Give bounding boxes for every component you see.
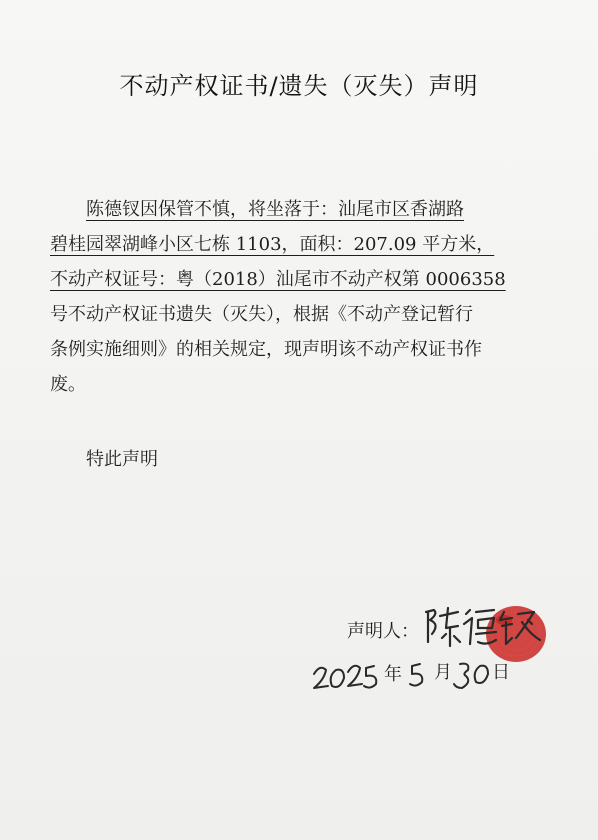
statement-line-4: 号不动产权证书遗失（灭失），根据《不动产登记暂行 — [50, 304, 473, 325]
statement-line-5: 条例实施细则》的相关规定，现声明该不动产权证书作 — [50, 339, 482, 360]
declarant-label: 声明人： — [347, 621, 419, 642]
statement-line-6: 废。 — [50, 374, 86, 395]
handwritten-date-digits — [312, 652, 512, 700]
statement-line-2 — [50, 227, 555, 262]
statement-line-3 — [50, 262, 555, 297]
date-month-unit: 月 — [434, 662, 452, 683]
statement-body — [50, 192, 555, 402]
statement-line-2-text: 碧桂园翠湖峰小区七栋 1103，面积：207.09 平方米， — [50, 234, 495, 255]
closing-text: 特此声明 — [86, 449, 158, 470]
statement-line-3-text: 不动产权证号：粤（2018）汕尾市不动产权第 0006358 — [50, 269, 506, 290]
handwritten-date — [312, 652, 512, 700]
document-title: 不动产权证书/遗失（灭失）声明 — [119, 72, 479, 100]
date-day-unit: 日 — [492, 662, 510, 683]
statement-line-1 — [50, 192, 555, 227]
date-year-unit: 年 — [384, 664, 402, 685]
statement-line-1-text: 陈德钗因保管不慎，将坐落于：汕尾市区香湖路 — [86, 199, 464, 220]
